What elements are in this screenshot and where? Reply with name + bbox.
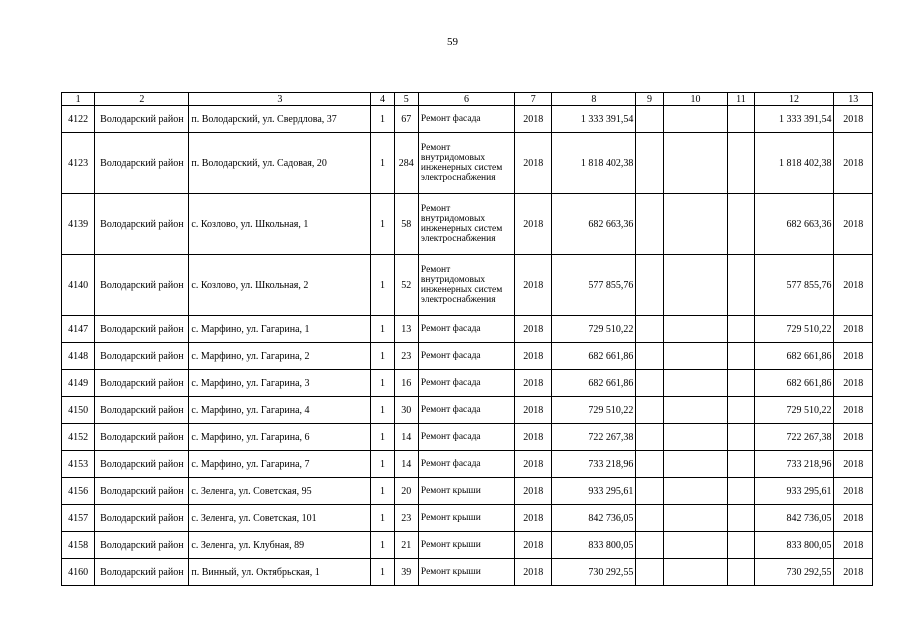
cell-district: Володарский район [95, 194, 189, 255]
cell-row-number: 4149 [62, 370, 95, 397]
cell-col-9 [636, 451, 663, 478]
cell-col-5: 20 [394, 478, 418, 505]
cell-row-number: 4160 [62, 559, 95, 586]
cell-col-9 [636, 255, 663, 316]
cell-col-11 [728, 505, 754, 532]
cell-col-10 [663, 370, 728, 397]
cell-work-type: Ремонт фасада [418, 106, 514, 133]
cell-col-11 [728, 451, 754, 478]
cell-col-5: 52 [394, 255, 418, 316]
cell-row-number: 4123 [62, 133, 95, 194]
col-header-4: 4 [371, 93, 394, 106]
cell-work-type: Ремонт фасада [418, 316, 514, 343]
cell-col-4: 1 [371, 255, 394, 316]
cell-year-end: 2018 [834, 370, 873, 397]
cell-work-type: Ремонт фасада [418, 343, 514, 370]
cell-col-9 [636, 194, 663, 255]
table-row [62, 106, 873, 133]
cell-district: Володарский район [95, 505, 189, 532]
cell-district: Володарский район [95, 478, 189, 505]
cell-row-number: 4158 [62, 532, 95, 559]
cell-year: 2018 [514, 559, 551, 586]
table-row [62, 343, 873, 370]
cell-total: 1 333 391,54 [754, 106, 834, 133]
cell-col-10 [663, 255, 728, 316]
cell-address: с. Зеленга, ул. Клубная, 89 [189, 532, 371, 559]
cell-total: 1 818 402,38 [754, 133, 834, 194]
cell-district: Володарский район [95, 559, 189, 586]
cell-address: с. Зеленга, ул. Советская, 95 [189, 478, 371, 505]
cell-year-end: 2018 [834, 424, 873, 451]
cell-row-number: 4147 [62, 316, 95, 343]
col-header-7: 7 [514, 93, 551, 106]
cell-col-9 [636, 316, 663, 343]
cell-total: 577 855,76 [754, 255, 834, 316]
cell-col-11 [728, 559, 754, 586]
cell-work-type: Ремонт фасада [418, 424, 514, 451]
cell-work-type: Ремонт крыши [418, 532, 514, 559]
cell-year: 2018 [514, 505, 551, 532]
table-row [62, 451, 873, 478]
cell-row-number: 4150 [62, 397, 95, 424]
cell-col-4: 1 [371, 370, 394, 397]
cell-year-end: 2018 [834, 397, 873, 424]
cell-year-end: 2018 [834, 505, 873, 532]
cell-col-9 [636, 343, 663, 370]
cell-year: 2018 [514, 316, 551, 343]
col-header-1: 1 [62, 93, 95, 106]
cell-row-number: 4152 [62, 424, 95, 451]
cell-address: с. Козлово, ул. Школьная, 1 [189, 194, 371, 255]
cell-year: 2018 [514, 451, 551, 478]
cell-col-10 [663, 194, 728, 255]
cell-year-end: 2018 [834, 559, 873, 586]
cell-col-10 [663, 133, 728, 194]
cell-year-end: 2018 [834, 194, 873, 255]
cell-cost: 733 218,96 [552, 451, 636, 478]
cell-year: 2018 [514, 478, 551, 505]
cell-col-10 [663, 451, 728, 478]
cell-year-end: 2018 [834, 478, 873, 505]
cell-col-5: 14 [394, 424, 418, 451]
cell-col-11 [728, 255, 754, 316]
table-row [62, 316, 873, 343]
cell-col-11 [728, 424, 754, 451]
cell-col-4: 1 [371, 451, 394, 478]
cell-col-11 [728, 343, 754, 370]
col-header-5: 5 [394, 93, 418, 106]
col-header-8: 8 [552, 93, 636, 106]
cell-col-10 [663, 316, 728, 343]
cell-col-5: 14 [394, 451, 418, 478]
cell-year: 2018 [514, 194, 551, 255]
cell-col-9 [636, 397, 663, 424]
cell-col-10 [663, 478, 728, 505]
col-header-10: 10 [663, 93, 728, 106]
cell-total: 729 510,22 [754, 316, 834, 343]
cell-col-4: 1 [371, 106, 394, 133]
cell-address: п. Винный, ул. Октябрьская, 1 [189, 559, 371, 586]
cell-work-type: Ремонт внутридомовых инженерных систем электроснабжения [418, 194, 514, 255]
cell-work-type: Ремонт фасада [418, 451, 514, 478]
cell-year: 2018 [514, 343, 551, 370]
cell-col-5: 284 [394, 133, 418, 194]
table-row [62, 133, 873, 194]
cell-col-5: 23 [394, 343, 418, 370]
cell-cost: 682 661,86 [552, 370, 636, 397]
cell-address: с. Зеленга, ул. Советская, 101 [189, 505, 371, 532]
col-header-2: 2 [95, 93, 189, 106]
cell-year: 2018 [514, 397, 551, 424]
cell-district: Володарский район [95, 133, 189, 194]
cell-year-end: 2018 [834, 255, 873, 316]
cell-total: 842 736,05 [754, 505, 834, 532]
cell-total: 730 292,55 [754, 559, 834, 586]
cell-row-number: 4148 [62, 343, 95, 370]
cell-district: Володарский район [95, 255, 189, 316]
cell-work-type: Ремонт крыши [418, 559, 514, 586]
table-row [62, 397, 873, 424]
cell-total: 722 267,38 [754, 424, 834, 451]
cell-cost: 1 818 402,38 [552, 133, 636, 194]
cell-year: 2018 [514, 370, 551, 397]
cell-col-11 [728, 194, 754, 255]
cell-address: с. Марфино, ул. Гагарина, 7 [189, 451, 371, 478]
col-header-9: 9 [636, 93, 663, 106]
cell-cost: 722 267,38 [552, 424, 636, 451]
cell-work-type: Ремонт крыши [418, 505, 514, 532]
cell-total: 733 218,96 [754, 451, 834, 478]
col-header-3: 3 [189, 93, 371, 106]
cell-col-4: 1 [371, 505, 394, 532]
cell-cost: 1 333 391,54 [552, 106, 636, 133]
page-number: 59 [447, 36, 458, 48]
cell-row-number: 4157 [62, 505, 95, 532]
cell-work-type: Ремонт фасада [418, 397, 514, 424]
cell-col-4: 1 [371, 424, 394, 451]
cell-col-4: 1 [371, 478, 394, 505]
cell-district: Володарский район [95, 106, 189, 133]
cell-cost: 682 661,86 [552, 343, 636, 370]
col-header-13: 13 [834, 93, 873, 106]
cell-total: 682 663,36 [754, 194, 834, 255]
cell-year-end: 2018 [834, 532, 873, 559]
cell-total: 729 510,22 [754, 397, 834, 424]
cell-work-type: Ремонт фасада [418, 370, 514, 397]
cell-col-4: 1 [371, 194, 394, 255]
cell-col-10 [663, 106, 728, 133]
table-row [62, 532, 873, 559]
cell-col-10 [663, 532, 728, 559]
cell-total: 682 661,86 [754, 370, 834, 397]
cell-col-9 [636, 505, 663, 532]
cell-year-end: 2018 [834, 343, 873, 370]
cell-district: Володарский район [95, 316, 189, 343]
cell-address: п. Володарский, ул. Садовая, 20 [189, 133, 371, 194]
cell-cost: 682 663,36 [552, 194, 636, 255]
cell-address: с. Марфино, ул. Гагарина, 1 [189, 316, 371, 343]
cell-district: Володарский район [95, 424, 189, 451]
cell-district: Володарский район [95, 532, 189, 559]
cell-address: п. Володарский, ул. Свердлова, 37 [189, 106, 371, 133]
cell-address: с. Марфино, ул. Гагарина, 6 [189, 424, 371, 451]
cell-district: Володарский район [95, 343, 189, 370]
cell-cost: 577 855,76 [552, 255, 636, 316]
cell-col-10 [663, 559, 728, 586]
cell-col-10 [663, 505, 728, 532]
cell-col-11 [728, 370, 754, 397]
cell-col-4: 1 [371, 397, 394, 424]
cell-year: 2018 [514, 255, 551, 316]
cell-row-number: 4156 [62, 478, 95, 505]
cell-col-11 [728, 133, 754, 194]
cell-col-5: 58 [394, 194, 418, 255]
cell-col-5: 30 [394, 397, 418, 424]
cell-district: Володарский район [95, 451, 189, 478]
cell-col-5: 13 [394, 316, 418, 343]
cell-col-5: 16 [394, 370, 418, 397]
cell-col-9 [636, 532, 663, 559]
col-header-12: 12 [754, 93, 834, 106]
cell-col-10 [663, 343, 728, 370]
cell-col-9 [636, 133, 663, 194]
cell-work-type: Ремонт внутридомовых инженерных систем электроснабжения [418, 255, 514, 316]
cell-col-4: 1 [371, 133, 394, 194]
cell-year: 2018 [514, 424, 551, 451]
repair-program-table [61, 92, 873, 586]
cell-cost: 933 295,61 [552, 478, 636, 505]
cell-total: 933 295,61 [754, 478, 834, 505]
cell-col-5: 23 [394, 505, 418, 532]
cell-year: 2018 [514, 106, 551, 133]
cell-cost: 833 800,05 [552, 532, 636, 559]
table-body [62, 106, 873, 586]
col-header-6: 6 [418, 93, 514, 106]
table-row [62, 478, 873, 505]
cell-col-5: 67 [394, 106, 418, 133]
cell-address: с. Марфино, ул. Гагарина, 2 [189, 343, 371, 370]
header-row [62, 93, 873, 106]
cell-col-10 [663, 424, 728, 451]
cell-year: 2018 [514, 133, 551, 194]
cell-year-end: 2018 [834, 106, 873, 133]
cell-cost: 842 736,05 [552, 505, 636, 532]
table-row [62, 370, 873, 397]
cell-col-4: 1 [371, 343, 394, 370]
table-row [62, 559, 873, 586]
cell-col-9 [636, 478, 663, 505]
col-header-11: 11 [728, 93, 754, 106]
table-row [62, 424, 873, 451]
cell-work-type: Ремонт внутридомовых инженерных систем электроснабжения [418, 133, 514, 194]
cell-address: с. Марфино, ул. Гагарина, 4 [189, 397, 371, 424]
cell-total: 833 800,05 [754, 532, 834, 559]
cell-col-5: 21 [394, 532, 418, 559]
cell-col-11 [728, 478, 754, 505]
table-row [62, 194, 873, 255]
cell-address: с. Козлово, ул. Школьная, 2 [189, 255, 371, 316]
cell-col-9 [636, 559, 663, 586]
cell-col-11 [728, 397, 754, 424]
cell-col-9 [636, 424, 663, 451]
cell-cost: 729 510,22 [552, 316, 636, 343]
cell-row-number: 4153 [62, 451, 95, 478]
cell-year-end: 2018 [834, 451, 873, 478]
cell-row-number: 4139 [62, 194, 95, 255]
cell-col-5: 39 [394, 559, 418, 586]
cell-col-4: 1 [371, 532, 394, 559]
cell-col-4: 1 [371, 316, 394, 343]
cell-work-type: Ремонт крыши [418, 478, 514, 505]
cell-row-number: 4140 [62, 255, 95, 316]
cell-col-9 [636, 106, 663, 133]
cell-year-end: 2018 [834, 133, 873, 194]
cell-district: Володарский район [95, 397, 189, 424]
cell-district: Володарский район [95, 370, 189, 397]
cell-col-11 [728, 316, 754, 343]
cell-col-11 [728, 106, 754, 133]
cell-col-9 [636, 370, 663, 397]
cell-cost: 729 510,22 [552, 397, 636, 424]
table-row [62, 505, 873, 532]
cell-col-4: 1 [371, 559, 394, 586]
cell-col-11 [728, 532, 754, 559]
cell-year-end: 2018 [834, 316, 873, 343]
cell-address: с. Марфино, ул. Гагарина, 3 [189, 370, 371, 397]
cell-col-10 [663, 397, 728, 424]
cell-row-number: 4122 [62, 106, 95, 133]
table-row [62, 255, 873, 316]
cell-cost: 730 292,55 [552, 559, 636, 586]
cell-total: 682 661,86 [754, 343, 834, 370]
cell-year: 2018 [514, 532, 551, 559]
